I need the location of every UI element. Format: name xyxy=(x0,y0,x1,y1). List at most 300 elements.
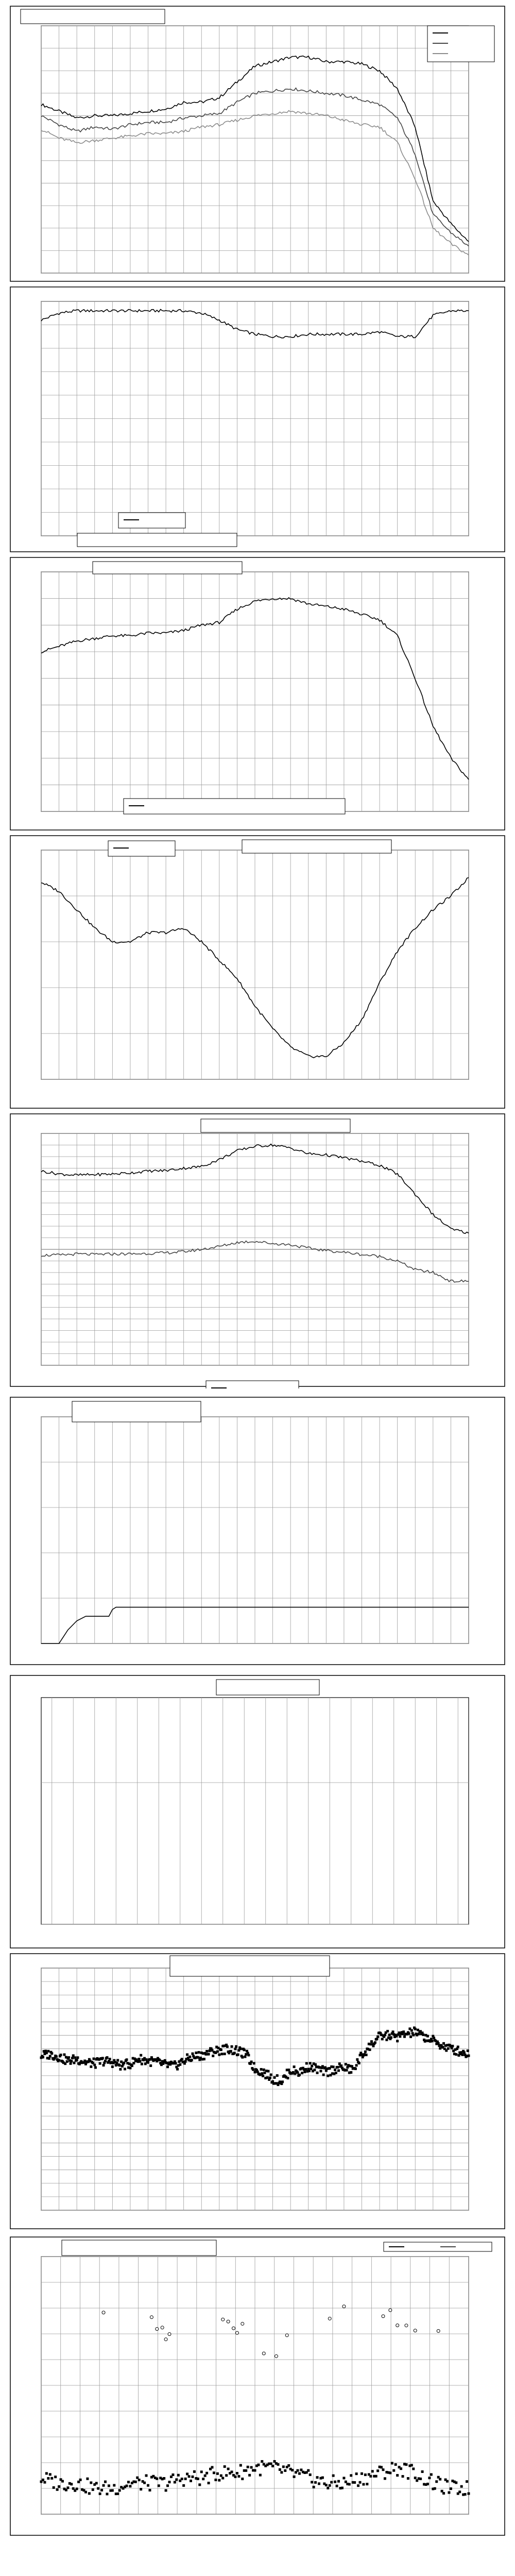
data-point xyxy=(70,2483,73,2485)
data-point xyxy=(365,2054,368,2056)
chart-panel-8 xyxy=(0,1953,515,2231)
data-point xyxy=(49,2473,52,2476)
data-point xyxy=(226,2045,229,2048)
data-point xyxy=(435,2480,438,2483)
data-point xyxy=(433,2037,435,2039)
data-point xyxy=(145,2058,148,2061)
data-point xyxy=(335,2072,337,2074)
data-point xyxy=(106,2493,108,2495)
data-point xyxy=(298,2472,301,2475)
data-point xyxy=(375,2038,378,2040)
data-point xyxy=(47,2477,49,2480)
data-point xyxy=(58,2059,60,2061)
chart-panel-2 xyxy=(0,286,515,554)
data-point xyxy=(305,2062,308,2064)
chart-svg-5 xyxy=(0,1113,515,1388)
data-point xyxy=(233,2052,236,2054)
data-point xyxy=(307,2469,310,2472)
data-point xyxy=(450,2487,452,2490)
data-point xyxy=(124,2067,126,2070)
data-point xyxy=(402,2475,404,2478)
data-point xyxy=(216,2472,219,2475)
data-point xyxy=(355,2064,358,2066)
data-point xyxy=(45,2472,48,2475)
data-point xyxy=(321,2477,324,2479)
data-point xyxy=(414,2477,417,2479)
data-point xyxy=(208,2482,210,2484)
data-point xyxy=(458,2490,461,2493)
data-point xyxy=(330,2481,333,2484)
data-point xyxy=(93,2058,95,2060)
data-point xyxy=(336,2485,338,2487)
data-point xyxy=(161,2326,164,2329)
data-point xyxy=(359,2481,362,2484)
data-point xyxy=(297,2071,299,2074)
data-point xyxy=(334,2481,336,2483)
data-point xyxy=(460,2485,463,2488)
data-point xyxy=(426,2483,429,2485)
data-point xyxy=(329,2484,331,2487)
data-point xyxy=(70,2062,72,2065)
data-point xyxy=(277,2463,279,2466)
data-point xyxy=(430,2473,433,2476)
data-point xyxy=(467,2049,469,2052)
data-point xyxy=(218,2054,220,2056)
data-point xyxy=(60,2054,62,2056)
data-point xyxy=(190,2480,192,2482)
data-point xyxy=(275,2354,278,2358)
data-point xyxy=(211,2466,214,2469)
data-point xyxy=(191,2476,194,2478)
data-point xyxy=(286,2077,289,2079)
data-point xyxy=(136,2477,139,2479)
data-point xyxy=(273,2076,276,2079)
data-point xyxy=(66,2060,68,2063)
data-point xyxy=(267,2070,269,2073)
data-point xyxy=(403,2036,406,2038)
data-point xyxy=(366,2483,368,2485)
data-point xyxy=(208,2053,210,2056)
data-point xyxy=(287,2464,290,2467)
data-point xyxy=(316,2476,319,2479)
data-point xyxy=(287,2069,290,2071)
data-point xyxy=(313,2069,316,2071)
data-point xyxy=(139,2060,141,2063)
data-point xyxy=(370,2040,373,2043)
data-point xyxy=(464,2493,467,2496)
data-point xyxy=(67,2056,70,2059)
data-point xyxy=(311,2065,313,2067)
data-point xyxy=(392,2030,394,2033)
data-point xyxy=(216,2050,219,2053)
data-point xyxy=(42,2479,44,2481)
data-point xyxy=(239,2047,242,2050)
data-point xyxy=(164,2338,167,2341)
data-point xyxy=(203,2058,205,2060)
data-point xyxy=(184,2478,187,2480)
data-point xyxy=(193,2470,196,2473)
data-point xyxy=(400,2467,402,2470)
data-point xyxy=(327,2075,329,2077)
data-point xyxy=(156,2478,158,2480)
data-point xyxy=(250,2466,253,2469)
data-point xyxy=(328,2317,331,2320)
data-point xyxy=(56,2488,59,2491)
data-point xyxy=(389,2309,392,2312)
data-point xyxy=(437,2042,440,2045)
data-point xyxy=(198,2051,200,2054)
data-point xyxy=(262,2075,264,2077)
title-box xyxy=(216,1680,319,1695)
data-point xyxy=(461,2054,464,2056)
data-point xyxy=(362,2483,365,2486)
data-point xyxy=(291,2469,294,2471)
data-point xyxy=(129,2485,131,2487)
data-point xyxy=(126,2485,128,2487)
data-point xyxy=(261,2460,263,2463)
data-point xyxy=(108,2484,110,2487)
data-point xyxy=(353,2481,356,2484)
data-point xyxy=(227,2320,230,2323)
legend-box xyxy=(206,1381,299,1388)
data-point xyxy=(76,2487,78,2490)
data-point xyxy=(212,2055,214,2057)
data-point xyxy=(243,2048,246,2051)
data-point xyxy=(334,2069,336,2071)
data-point xyxy=(218,2479,220,2482)
data-point xyxy=(90,2065,92,2068)
data-point xyxy=(241,2322,244,2325)
chart-panel-1 xyxy=(0,5,515,283)
data-point xyxy=(337,2069,340,2072)
data-point xyxy=(213,2471,215,2474)
data-point xyxy=(176,2068,179,2071)
data-point xyxy=(325,2484,328,2486)
data-point xyxy=(356,2058,358,2061)
chart-svg-2 xyxy=(0,286,515,554)
data-point xyxy=(195,2052,197,2054)
data-point xyxy=(166,2065,169,2068)
chart-svg-9 xyxy=(0,2236,515,2537)
data-point xyxy=(118,2489,121,2492)
chart-svg-6 xyxy=(0,1396,515,1667)
data-point xyxy=(102,2064,105,2066)
data-point xyxy=(284,2469,286,2472)
data-point xyxy=(314,2063,317,2066)
chart-panel-7 xyxy=(0,1674,515,1950)
data-point xyxy=(468,2055,470,2057)
data-point xyxy=(182,2484,185,2487)
data-point xyxy=(53,2486,55,2489)
data-point xyxy=(280,2471,283,2473)
data-point xyxy=(434,2487,436,2490)
data-point xyxy=(214,2479,217,2481)
data-point xyxy=(61,2480,64,2483)
data-point xyxy=(74,2056,76,2059)
data-point xyxy=(99,2062,101,2065)
data-point xyxy=(148,2489,151,2492)
data-point xyxy=(316,2072,319,2074)
data-point xyxy=(391,2462,393,2465)
data-point xyxy=(350,2071,352,2074)
data-point xyxy=(421,2470,424,2473)
data-point xyxy=(49,2055,52,2058)
chart-panel-5 xyxy=(0,1113,515,1388)
data-point xyxy=(205,2050,208,2053)
data-point xyxy=(271,2465,274,2467)
data-point xyxy=(50,2477,53,2480)
data-point xyxy=(382,2315,385,2318)
data-point xyxy=(244,2056,246,2058)
data-point xyxy=(93,2063,96,2066)
data-point xyxy=(389,2471,391,2474)
data-point xyxy=(76,2056,79,2059)
data-point xyxy=(55,2055,58,2058)
data-point xyxy=(140,2488,142,2490)
chart-panel-4 xyxy=(0,835,515,1110)
data-point xyxy=(150,2316,153,2319)
data-point xyxy=(437,2329,440,2332)
data-point xyxy=(100,2489,103,2492)
data-point xyxy=(241,2478,244,2480)
data-point xyxy=(369,2048,371,2051)
data-point xyxy=(376,2036,379,2038)
data-point xyxy=(446,2480,449,2483)
data-point xyxy=(65,2489,67,2492)
title-box xyxy=(201,1119,350,1132)
data-point xyxy=(179,2063,181,2066)
data-point xyxy=(375,2475,377,2478)
data-point xyxy=(394,2463,397,2466)
data-point xyxy=(282,2465,285,2468)
data-point xyxy=(175,2478,178,2481)
data-point xyxy=(198,2483,201,2486)
data-point xyxy=(414,2028,417,2030)
data-point xyxy=(94,2066,97,2069)
data-point xyxy=(431,2040,434,2042)
data-point xyxy=(131,2064,133,2067)
data-point xyxy=(384,2477,386,2480)
data-point xyxy=(410,2464,413,2466)
data-point xyxy=(129,2066,131,2069)
data-point xyxy=(221,2053,224,2055)
data-point xyxy=(70,2060,73,2062)
chart-panel-9 xyxy=(0,2236,515,2537)
data-point xyxy=(380,2466,383,2468)
data-point xyxy=(447,2047,450,2050)
chart-svg-3 xyxy=(0,556,515,832)
data-point xyxy=(163,2477,165,2480)
data-point xyxy=(104,2060,107,2062)
data-point xyxy=(405,2463,407,2466)
data-point xyxy=(442,2492,445,2495)
data-point xyxy=(234,2047,236,2050)
data-point xyxy=(253,2062,255,2064)
data-point xyxy=(457,2045,459,2048)
data-point xyxy=(270,2462,272,2465)
data-point xyxy=(412,2034,415,2037)
data-point xyxy=(134,2481,137,2483)
data-point xyxy=(54,2476,57,2478)
data-point xyxy=(101,2057,104,2059)
data-point xyxy=(71,2057,74,2059)
data-point xyxy=(42,2056,44,2058)
data-point xyxy=(371,2470,374,2472)
data-point xyxy=(168,2333,171,2336)
data-point xyxy=(382,2468,385,2471)
data-point xyxy=(252,2069,254,2071)
data-point xyxy=(466,2480,468,2483)
data-point xyxy=(455,2481,457,2484)
data-point xyxy=(357,2484,359,2487)
data-point xyxy=(364,2050,367,2053)
data-point xyxy=(104,2481,107,2483)
data-point xyxy=(381,2038,384,2040)
data-point xyxy=(342,2305,346,2308)
data-point xyxy=(149,2064,152,2067)
data-point xyxy=(348,2483,351,2485)
data-point xyxy=(409,2036,412,2038)
data-point xyxy=(227,2468,230,2470)
data-point xyxy=(102,2484,105,2487)
data-point xyxy=(50,2052,53,2055)
data-point xyxy=(298,2074,301,2076)
data-point xyxy=(181,2058,183,2060)
chart-svg-1 xyxy=(0,5,515,283)
plot-area xyxy=(41,1698,469,1924)
data-point xyxy=(191,2059,193,2061)
data-point xyxy=(231,2470,233,2473)
data-point xyxy=(147,2484,149,2487)
data-point xyxy=(158,2059,161,2061)
data-point xyxy=(396,2474,399,2477)
data-point xyxy=(310,2067,312,2070)
data-point xyxy=(332,2475,335,2477)
data-point xyxy=(241,2056,244,2059)
data-point xyxy=(281,2080,284,2083)
data-point xyxy=(186,2472,188,2475)
data-point xyxy=(181,2478,183,2480)
data-point xyxy=(337,2480,340,2483)
data-point xyxy=(84,2491,87,2494)
data-point xyxy=(197,2478,199,2480)
data-point xyxy=(140,2054,142,2057)
data-point xyxy=(118,2064,121,2066)
data-point xyxy=(426,2035,429,2038)
data-point xyxy=(235,2045,237,2048)
data-point xyxy=(86,2478,89,2480)
data-point xyxy=(405,2324,408,2327)
data-point xyxy=(224,2053,226,2055)
data-point xyxy=(175,2062,177,2064)
data-point xyxy=(231,2045,233,2048)
data-point xyxy=(102,2311,105,2314)
data-point xyxy=(248,2474,251,2477)
data-point xyxy=(43,2481,46,2484)
data-point xyxy=(455,2053,457,2056)
data-point xyxy=(410,2029,413,2032)
data-point xyxy=(197,2056,199,2059)
data-point xyxy=(336,2066,339,2069)
data-point xyxy=(374,2041,376,2044)
data-point xyxy=(297,2469,299,2472)
data-point xyxy=(188,2475,191,2478)
data-point xyxy=(269,2077,271,2079)
chart-svg-7 xyxy=(0,1674,515,1950)
data-point xyxy=(79,2479,82,2481)
legend-box xyxy=(124,799,345,814)
data-point xyxy=(340,2064,342,2067)
data-point xyxy=(293,2476,296,2478)
data-point xyxy=(220,2475,222,2477)
data-point xyxy=(392,2469,395,2472)
data-point xyxy=(396,2324,399,2327)
data-point xyxy=(138,2479,141,2481)
data-point xyxy=(230,2050,232,2053)
data-point xyxy=(358,2062,360,2064)
data-point xyxy=(221,2318,225,2321)
data-point xyxy=(263,2069,265,2071)
data-point xyxy=(204,2475,207,2477)
data-point xyxy=(451,2045,454,2047)
data-point xyxy=(327,2487,329,2489)
data-point xyxy=(418,2032,420,2035)
data-point xyxy=(303,2071,306,2073)
data-point xyxy=(116,2493,119,2495)
data-point xyxy=(354,2067,357,2070)
data-point xyxy=(239,2464,242,2467)
data-point xyxy=(119,2068,122,2071)
data-point xyxy=(221,2477,224,2479)
data-point xyxy=(309,2062,312,2064)
data-point xyxy=(369,2475,372,2478)
chart-panel-6 xyxy=(0,1396,515,1667)
title-box xyxy=(77,533,237,547)
data-point xyxy=(319,2070,322,2072)
title-box xyxy=(21,9,165,24)
data-point xyxy=(372,2045,374,2047)
data-point xyxy=(285,2334,288,2337)
data-point xyxy=(232,2327,235,2330)
data-point xyxy=(407,2477,409,2480)
data-point xyxy=(360,2472,363,2475)
data-point xyxy=(384,2033,386,2036)
data-point xyxy=(342,2477,345,2479)
data-point xyxy=(388,2033,391,2036)
data-point xyxy=(138,2058,141,2060)
data-point xyxy=(313,2486,315,2488)
data-point xyxy=(126,2058,128,2061)
data-point xyxy=(318,2482,320,2485)
data-point xyxy=(99,2493,101,2495)
data-point xyxy=(237,2475,240,2478)
data-point xyxy=(293,2065,296,2068)
data-point xyxy=(262,2352,265,2355)
data-point xyxy=(311,2481,313,2483)
data-point xyxy=(145,2475,148,2477)
data-point xyxy=(439,2478,441,2481)
data-point xyxy=(166,2484,169,2487)
data-point xyxy=(247,2466,249,2468)
data-point xyxy=(58,2485,60,2488)
data-point xyxy=(345,2063,347,2065)
data-point xyxy=(66,2486,69,2489)
chart-svg-4 xyxy=(0,835,515,1110)
data-point xyxy=(191,2053,194,2055)
data-point xyxy=(270,2074,272,2076)
data-point xyxy=(186,2053,188,2056)
title-box xyxy=(62,2240,216,2256)
